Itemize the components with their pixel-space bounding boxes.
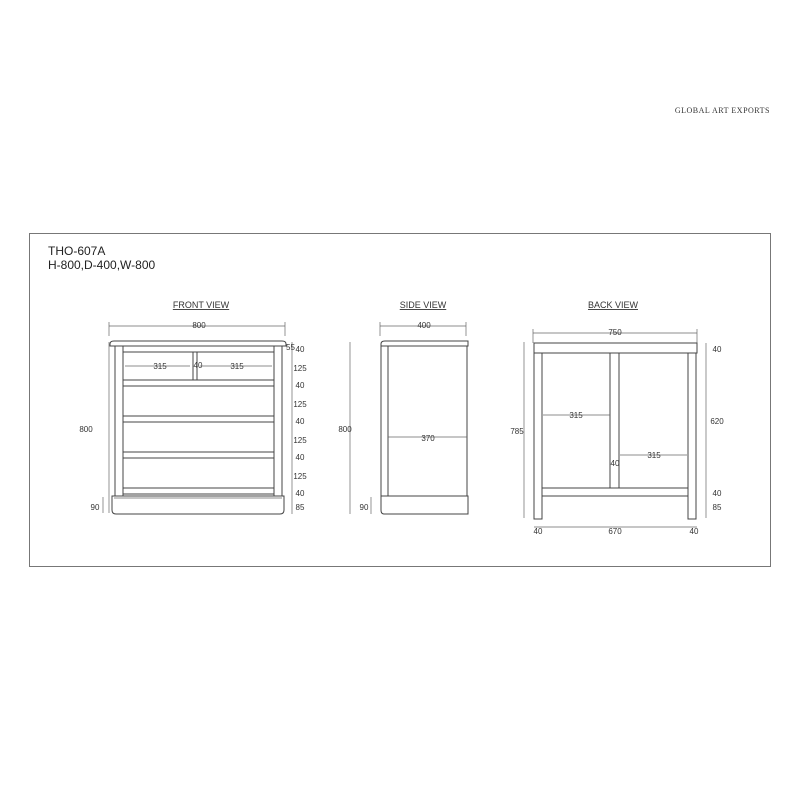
front-view-title: FRONT VIEW — [172, 300, 230, 310]
back-panel-height-label: 620 — [710, 417, 724, 426]
side-view — [338, 300, 468, 514]
front-rail-2 — [123, 380, 274, 386]
front-plinth — [112, 496, 284, 514]
front-top-overhang-label: 55 — [286, 343, 295, 352]
front-top-board — [110, 341, 286, 346]
front-rail-5 — [123, 488, 274, 494]
back-bottom-rail — [542, 488, 688, 496]
side-plinth-label: 90 — [359, 503, 369, 512]
front-right-side — [274, 346, 282, 496]
front-stack-dim: 85 — [295, 503, 305, 512]
front-divider-label: 40 — [193, 361, 203, 370]
back-leg-right-label: 40 — [689, 527, 699, 536]
front-stack-dims — [293, 345, 307, 512]
back-right-leg — [688, 353, 696, 519]
back-rail-bottom-label: 40 — [712, 489, 722, 498]
front-stack-dim: 40 — [295, 417, 305, 426]
front-drawer-right-label: 315 — [230, 362, 244, 371]
side-front-edge — [381, 346, 388, 496]
front-rail-3 — [123, 416, 274, 422]
side-top-board — [381, 341, 468, 346]
back-view — [510, 300, 724, 536]
side-height-label: 800 — [338, 425, 352, 434]
front-stack-dim: 125 — [293, 400, 307, 409]
front-stack-dim: 40 — [295, 489, 305, 498]
side-inner-label: 370 — [421, 434, 435, 443]
back-right-panel-label: 315 — [647, 451, 661, 460]
back-top-rail — [534, 343, 697, 353]
back-foot-label: 85 — [712, 503, 722, 512]
back-rail-top-label: 40 — [712, 345, 722, 354]
front-plinth-label: 90 — [90, 503, 100, 512]
front-stack-dim: 40 — [295, 345, 305, 354]
side-depth-label: 400 — [417, 321, 431, 330]
back-width-label: 750 — [608, 328, 622, 337]
front-rail-4 — [123, 452, 274, 458]
front-stack-dim: 125 — [293, 364, 307, 373]
back-span-label: 670 — [608, 527, 622, 536]
front-height-label: 800 — [79, 425, 93, 434]
back-left-leg — [534, 353, 542, 519]
front-stack-dim: 125 — [293, 472, 307, 481]
back-view-title: BACK VIEW — [587, 300, 639, 310]
side-view-title: SIDE VIEW — [399, 300, 447, 310]
model-code: THO-607A — [48, 244, 106, 258]
model-dimensions: H-800,D-400,W-800 — [48, 258, 156, 272]
back-center-label: 40 — [610, 459, 620, 468]
back-left-panel-label: 315 — [569, 411, 583, 420]
front-width-label: 800 — [192, 321, 206, 330]
front-stack-dim: 40 — [295, 453, 305, 462]
side-panel — [388, 346, 467, 496]
brand-name: GLOBAL ART EXPORTS — [674, 106, 770, 115]
back-leg-left-label: 40 — [533, 527, 543, 536]
front-view — [79, 300, 307, 514]
front-stack-dim: 40 — [295, 381, 305, 390]
front-stack-dim: 125 — [293, 436, 307, 445]
back-height-label: 785 — [510, 427, 524, 436]
front-left-side — [115, 346, 123, 496]
side-plinth — [381, 496, 468, 514]
front-drawer-left-label: 315 — [153, 362, 167, 371]
